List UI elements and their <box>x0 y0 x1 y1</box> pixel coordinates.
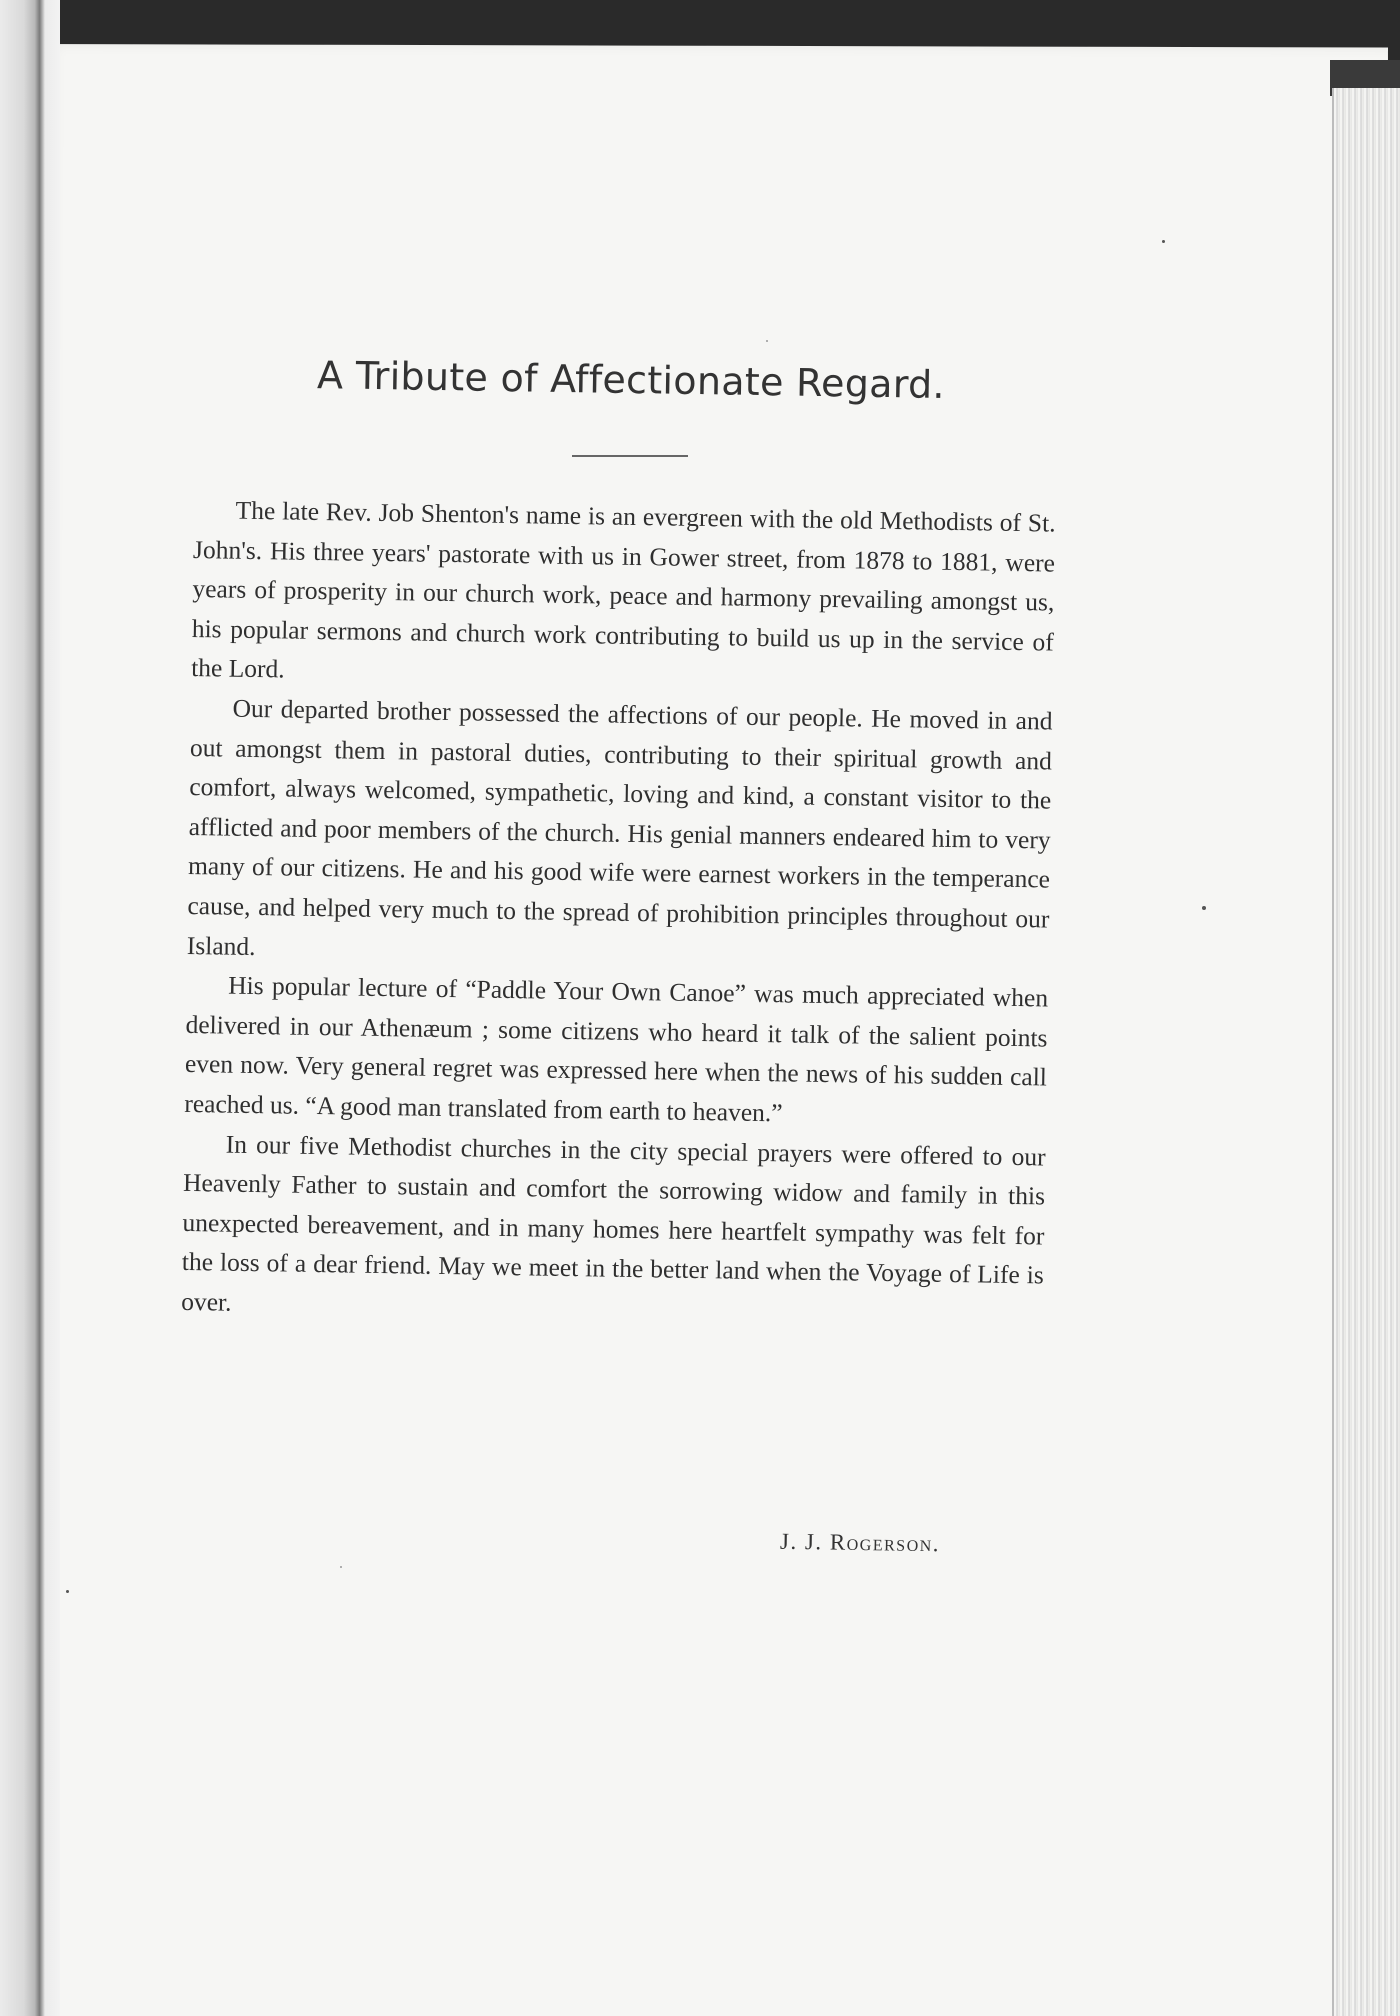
dust-speck <box>66 1590 69 1593</box>
paragraph-2: Our departed brother possessed the affections of our people. He moved in and out amongst them in pastoral duties, contributing to their spiritual growth and comfort, always welcomed, sympathetic, loving and kind, a constant visitor to the afflicted and poor members of the church. His genial manners endeared him to very many of our citizens. He and his good wife were earnest workers in the temperance cause, and helped very much to the spread of prohibition principles throughout our Island. <box>186 693 1053 961</box>
paragraph-4: In our five Methodist churches in the city special prayers were offered to our Heavenly Father to sustain and comfort the sorrowing widow and family in this unexpected bereavement, and in many homes here heartfelt sympathy was felt for the loss of a dear friend. May we meet in the better land when the Voyage of Life is over. <box>181 1129 1046 1317</box>
dust-speck <box>1202 906 1206 910</box>
dust-speck <box>1162 240 1165 243</box>
author-signature: J. J. Rogerson. <box>779 1528 941 1557</box>
paragraph-1: The late Rev. Job Shenton's name is an evergreen with the old Methodists of St. John's. His three years' pastorate with us in Gower street, from 1878 to 1881, were years of prosperity in our church work, peace and harmony prevailing amongst us, his popular sermons and church work contributing to build us up in the service of the Lord. <box>190 495 1056 684</box>
dust-speck <box>340 1566 342 1568</box>
title-divider <box>572 455 688 457</box>
paragraph-3: His popular lecture of “Paddle Your Own Canoe” was much appreciated when delivered in our Athenæum ; some citizens who heard it talk of the salient points even now. Very general regret was expressed here when the news of his sudden call reached us. “A good man translated from earth to heaven.” <box>184 970 1049 1128</box>
article-body <box>181 490 1056 1335</box>
dust-speck <box>766 340 768 342</box>
page-title: A Tribute of Affectionate Regard. <box>316 353 946 407</box>
